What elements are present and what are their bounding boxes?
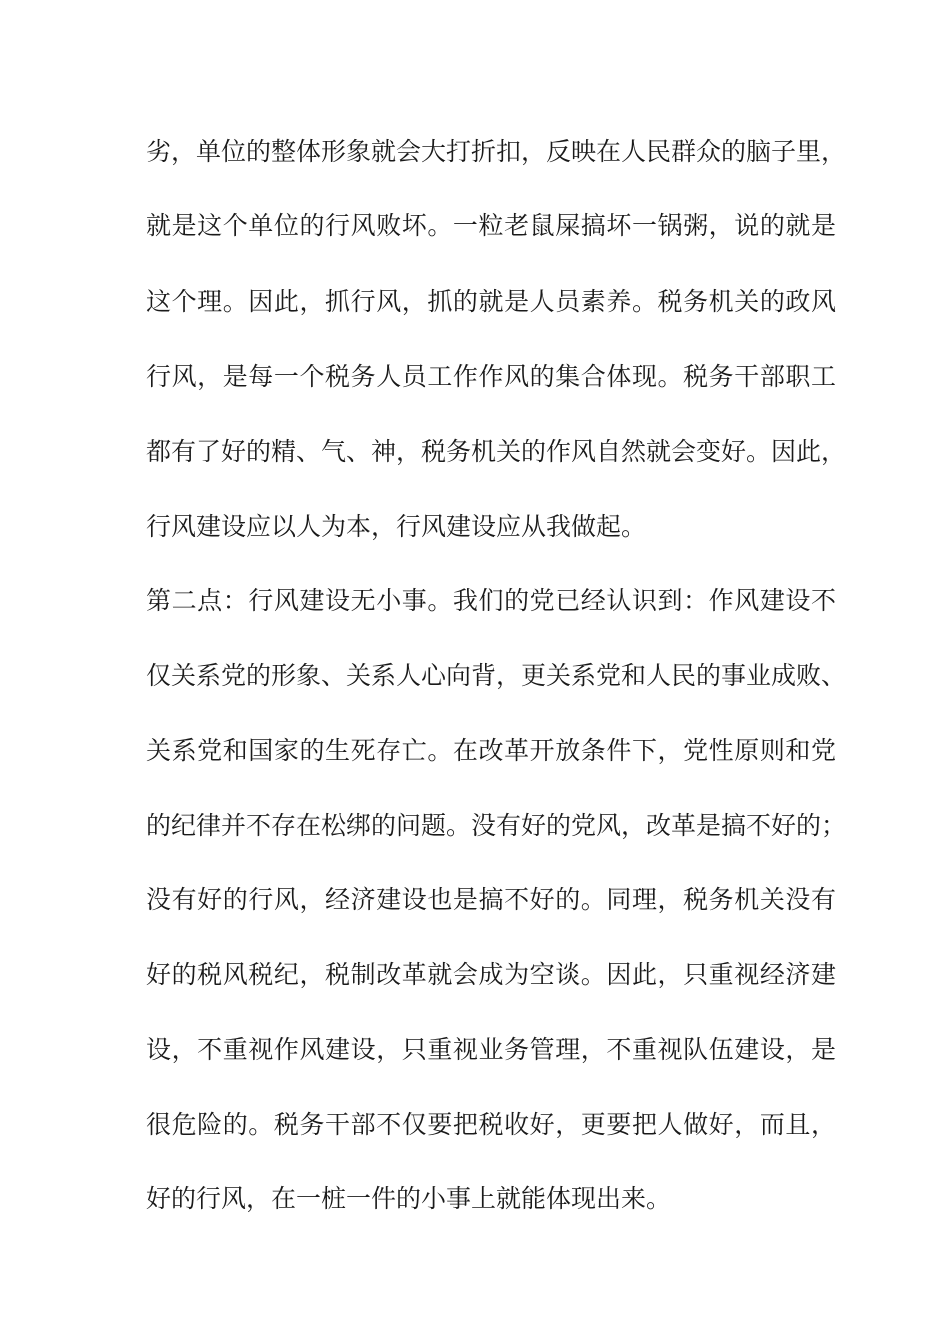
text-line-11: 没有好的行风，经济建设也是搞不好的。同理，税务机关没有 — [146, 885, 836, 914]
text-line-14: 很危险的。税务干部不仅要把税收好，更要把人做好，而且， — [146, 1110, 836, 1139]
text-line-3: 这个理。因此，抓行风，抓的就是人员素养。税务机关的政风 — [146, 287, 836, 316]
text-line-2: 就是这个单位的行风败坏。一粒老鼠屎搞坏一锅粥，说的就是 — [146, 211, 836, 240]
text-line-13: 设，不重视作风建设，只重视业务管理，不重视队伍建设，是 — [146, 1035, 836, 1064]
text-line-7: 第二点：行风建设无小事。我们的党已经认识到：作风建设不 — [146, 586, 836, 615]
text-line-5: 都有了好的精、气、神，税务机关的作风自然就会变好。因此， — [146, 437, 847, 466]
text-line-6: 行风建设应以人为本，行风建设应从我做起。 — [146, 512, 647, 541]
text-line-9: 关系党和国家的生死存亡。在改革开放条件下，党性原则和党 — [146, 736, 836, 765]
text-line-15: 好的行风，在一桩一件的小事上就能体现出来。 — [146, 1184, 672, 1213]
text-line-10: 的纪律并不存在松绑的问题。没有好的党风，改革是搞不好的； — [146, 811, 847, 840]
text-line-12: 好的税风税纪，税制改革就会成为空谈。因此，只重视经济建 — [146, 960, 836, 989]
text-line-4: 行风，是每一个税务人员工作作风的集合体现。税务干部职工 — [146, 362, 836, 391]
text-line-1: 劣，单位的整体形象就会大打折扣，反映在人民群众的脑子里， — [146, 137, 847, 166]
text-line-8: 仅关系党的形象、关系人心向背，更关系党和人民的事业成败、 — [146, 661, 847, 690]
